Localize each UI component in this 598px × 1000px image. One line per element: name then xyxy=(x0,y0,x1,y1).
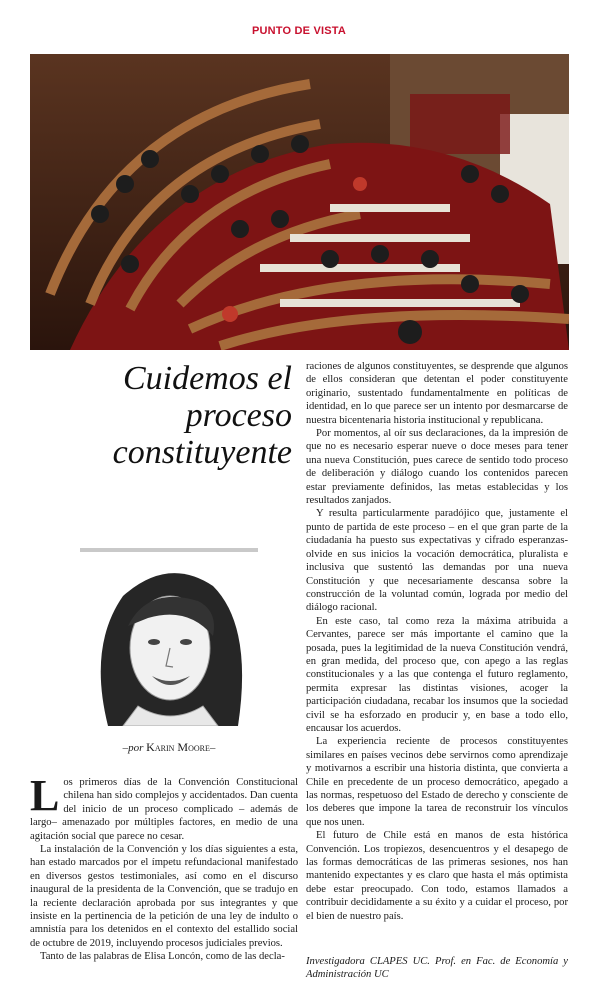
portrait-illustration xyxy=(78,556,260,726)
byline-prefix: –por xyxy=(122,742,147,754)
parliament-chamber-photo xyxy=(30,54,569,350)
title-line-3: constituyente xyxy=(112,434,292,471)
title-line-1: Cuidemos el xyxy=(122,360,292,397)
paragraph: La instalación de la Convención y los días siguientes a esta, han estado marcados por el ímpetu refundacional manifestado en diversos gestos testimoniales, así como en el discurso inaugural de la presidenta de la Convención, que se tradujo en la reciente declaración aprobada por sus integrantes y que insiste en la pertinencia de la petición de una ley de indulto o amnistía para los detenidos en el contexto del estallido social de octubre de 2019, incluyendo procesos judiciales previos. xyxy=(30,844,298,949)
dropcap: L xyxy=(30,771,60,820)
article-column-right xyxy=(306,360,568,923)
photo-illustration xyxy=(30,54,569,350)
paragraph-text: os primeros días de la Convención Constitucional chilena han sido complejos y accidentados. Dan cuenta del inicio de un proceso complicado – además de largo– amenazado por múltiples factores, en medio de una agitación social que parece no cesar. xyxy=(30,777,298,842)
author-affiliation: Investigadora CLAPES UC. Prof. en Fac. de Economía y Administración UC xyxy=(306,956,568,981)
byline-suffix: – xyxy=(209,742,216,754)
paragraph: En este caso, tal como reza la máxima atribuida a Cervantes, parece ser más importante el camino que la posada, pues la legitimidad de la nueva Constitución vendrá, en gran medida, del proceso que, con apego a las reglas constitucionales y a las que contenga el futuro reglamento, permita expresar las distintas visiones, acoger la participación ciudadana, recabar los insumos que la sociedad civil se ha esforzado en producir y, en base a todo ello, encausar los acuerdos. xyxy=(306,615,568,734)
paragraph: raciones de algunos constituyentes, se desprende que algunos de ellos consideran que detentan el poder constituyente originario, sustentado fundamentalmente en políticas de identidad, en lo que parece ser un intento por desmarcarse de nuestra bicentenaria historia institucional y republicana. xyxy=(306,361,568,426)
author-portrait xyxy=(78,556,260,726)
article-title xyxy=(40,360,292,471)
paragraph: Tanto de las palabras de Elisa Loncón, como de las decla- xyxy=(40,951,285,963)
author-name: Karin Moore xyxy=(146,740,210,754)
portrait-divider xyxy=(80,548,258,552)
section-label: PUNTO DE VISTA xyxy=(251,25,347,37)
paragraph: La experiencia reciente de procesos constituyentes similares en países vecinos debe servirnos como aprendizaje y motivarnos a escribir una historia distinta, que convierta a Chile en precedente de un proceso democrático, apegado a las normas, respetuoso del Estado de derecho y consciente de los deberes que impone la tarea de reconstruir los vínculos que nos unen. xyxy=(306,736,568,828)
paragraph: El futuro de Chile está en manos de esta histórica Convención. Los tropiezos, desencuentros y el desapego de las formas democráticas de las primeras sesiones, nos han mantenido expectantes y es claro que hasta el más optimista debe estar preocupado. Con todo, estamos llamados a contribuir decididamente a su éxito y a cuidar el proceso, por el bien de nuestro país. xyxy=(306,830,568,922)
paragraph xyxy=(30,771,298,843)
paragraph: Por momentos, al oír sus declaraciones, da la impresión de que no es necesario esperar nueve o doce meses para tener una nueva Constitución, pues carece de sentido todo proceso de deliberación y diálogo cuando los contenidos parecen estar previamente definidos, las metas establecidas y los resultados zanjados. xyxy=(306,428,568,507)
paragraph: Y resulta particularmente paradójico que, justamente el punto de partida de este proceso – en el que gran parte de la ciudadanía ha puesto sus expectativas y cifrado esperanzas- olvide en sus inicios la vocación democrática, pluralista e inclusiva que sustentó las demandas por una nueva Constitución y que necesariamente descansa sobre la construcción de la voluntad común, lograda por medio del diálogo racional. xyxy=(306,508,568,614)
byline xyxy=(40,740,298,755)
article-column-left xyxy=(30,771,298,964)
title-line-2: proceso xyxy=(185,397,292,434)
